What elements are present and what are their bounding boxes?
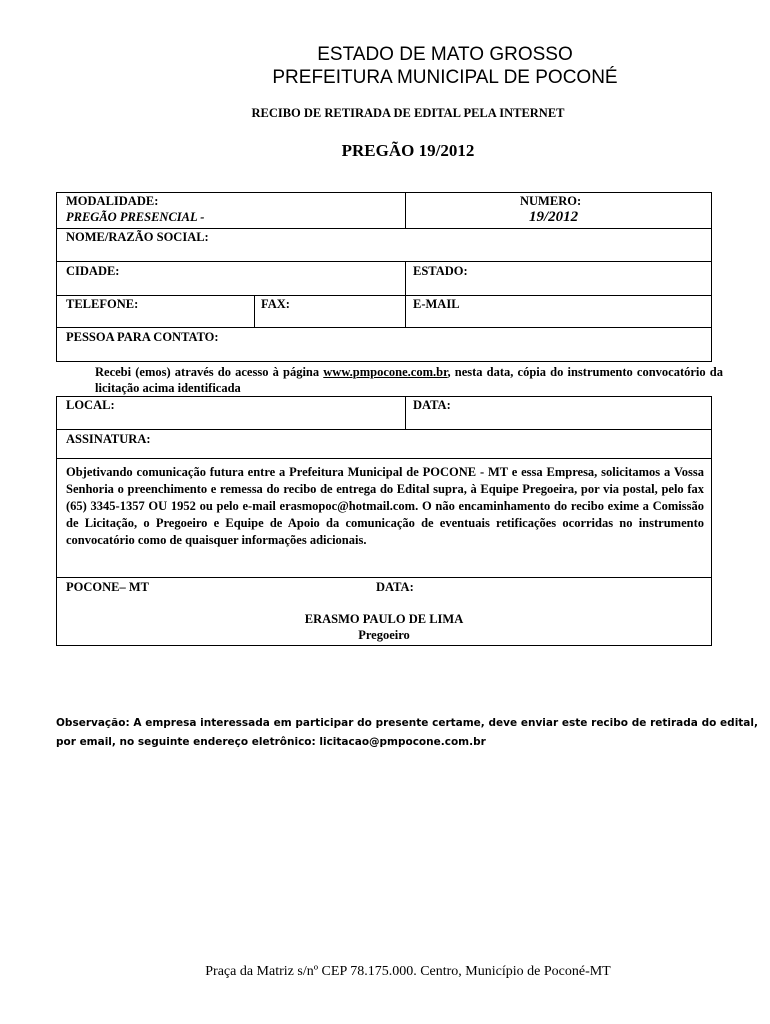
header-prefeitura: PREFEITURA MUNICIPAL DE POCONÉ [272,67,618,88]
telefone-label: TELEFONE: [66,297,139,311]
local-label: LOCAL: [66,398,115,412]
receipt-title: RECIBO DE RETIRADA DE EDITAL PELA INTERNET [251,106,565,120]
signer-role: Pregoeiro [358,628,410,642]
observation-note: Observação: A empresa interessada em participar do presente certame, deve enviar este recibo de retirada do edital, por email, no seguinte endereço eletrônico: licitacao@pmpocone.com.br [56,717,758,748]
pregao-title: PREGÃO 19/2012 [341,141,475,160]
data-label: DATA: [413,398,451,412]
contato-label: PESSOA PARA CONTATO: [66,330,219,344]
modalidade-label: MODALIDADE: [66,194,159,208]
communication-paragraph: Objetivando comunicação futura entre a Prefeitura Municipal de POCONE - MT e essa Empresa, solicitamos a Vossa Senhoria o preenchimento e remessa do recibo de entrega do Edital supra, à Equipe Pregoeira, por via postal, pelo fax (65) 3345-1357 OU 1952 ou pelo e-mail erasmopoc@hotmail.com. O não encaminhamento do recibo exime a Comissão de Licitação, o Pregoeiro e Equipe de Apoio da comunicação de eventuais retificações ocorridas no instrumento convocatório como de quaisquer informações adicionais. [66,465,704,547]
date-label-2: DATA: [376,580,414,594]
footer-address: Praça da Matriz s/nº CEP 78.175.000. Centro, Município de Poconé-MT [205,964,611,979]
numero-value: 19/2012 [529,209,579,225]
assinatura-label: ASSINATURA: [66,432,151,446]
receipt-statement: Recebi (emos) através do acesso à página www.pmpocone.com.br, nesta data, cópia do instrumento convocatório da licitação acima identificada [95,365,724,395]
fax-label: FAX: [261,297,290,311]
nome-label: NOME/RAZÃO SOCIAL: [66,230,209,244]
city-label: POCONE– MT [66,580,149,594]
website-link[interactable]: www.pmpocone.com.br [323,365,448,379]
header-state: ESTADO DE MATO GROSSO [317,44,573,65]
email-label: E-MAIL [413,297,460,311]
signer-name: ERASMO PAULO DE LIMA [304,612,464,626]
modalidade-value: PREGÃO PRESENCIAL - [66,210,205,224]
estado-label: ESTADO: [413,264,468,278]
numero-label: NUMERO: [520,194,582,208]
cidade-label: CIDADE: [66,264,120,278]
